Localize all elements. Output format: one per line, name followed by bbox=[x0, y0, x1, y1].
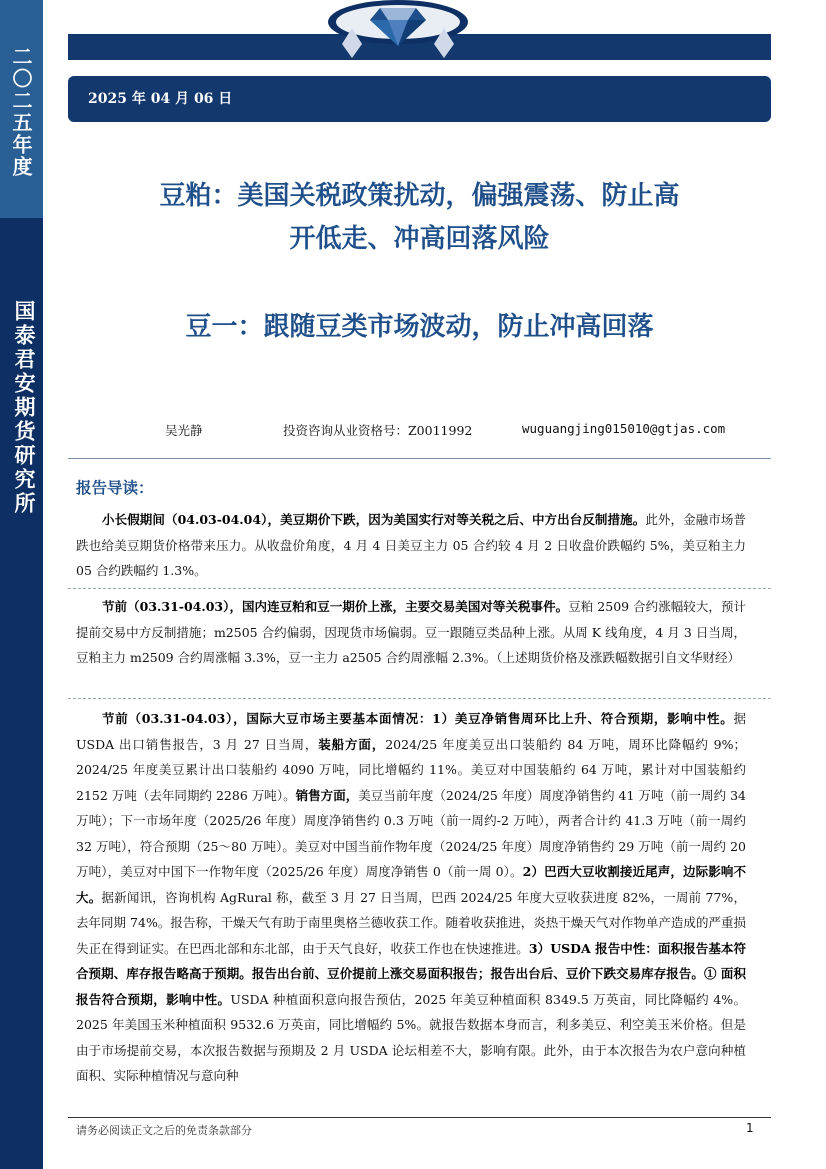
paragraph-emphasis: 装船方面， bbox=[318, 736, 386, 752]
company-logo bbox=[322, 0, 474, 62]
author-email[interactable]: wuguangjing015010@gtjas.com bbox=[522, 421, 726, 436]
report-title-line-1: 豆粕：美国关税政策扰动，偏强震荡、防止高 bbox=[159, 181, 680, 211]
summary-paragraph-3 bbox=[76, 706, 746, 1089]
paragraph-emphasis: 2）巴西大豆收割接近尾声，边际影响不大。 bbox=[76, 864, 746, 905]
paragraph-text: 2024/25 年度美豆出口装船约 84 万吨，周环比降幅约 9%；2024/25 年度美豆累计出口装船约 4090 万吨，同比增幅约 11%。美豆对中国装船约 64 万吨，累计对中国装船约 2152 万吨（去年同期约 2286 万吨）。 bbox=[76, 736, 746, 803]
section-heading: 报告导读： bbox=[76, 478, 154, 497]
paragraph-emphasis: 3）USDA 报告中性：面积报告基本符合预期、库存报告略高于预期。报告出台前、豆价提前上涨交易面积报告；报告出台后、豆价下跌交易库存报告。① 面积报告符合预期，影响中性。 bbox=[76, 940, 746, 1007]
sidebar-org-name: 国泰君安期货研究所 bbox=[12, 300, 37, 516]
report-date: 2025 年 04 月 06 日 bbox=[88, 91, 233, 107]
sidebar-year-block bbox=[0, 0, 43, 218]
paragraph-lead: 小长假期间（04.03-04.04），美豆期价下跌，因为美国实行对等关税之后、中方出台反制措施。 bbox=[102, 512, 646, 527]
paragraph-text: 据新闻讯，咨询机构 AgRural 称，截至 3 月 27 日当周，巴西 2024/25 年度大豆收获进度 82%，一周前 77%，去年同期 74%。报告称，干燥天气有助于南里奥格兰德收获工作。随着收获推进，炎热干燥天气对作物单产造成的严重损失正在得到证实。在巴西北部和东北部，由于天气良好，收获工作也在快速推进。 bbox=[76, 889, 746, 956]
paragraph-lead: 节前（03.31-04.03），国内连豆粕和豆一期价上涨，主要交易美国对等关税事件。 bbox=[102, 599, 569, 614]
paragraph-lead: 节前（03.31-04.03），国际大豆市场主要基本面情况：1）美豆净销售周环比上升、符合预期，影响中性。 bbox=[102, 711, 734, 726]
summary-paragraph-2 bbox=[76, 594, 746, 671]
paragraph-separator bbox=[68, 588, 771, 590]
author-name: 吴光静 bbox=[165, 423, 203, 438]
paragraph-text: 美豆当前年度（2024/25 年度）周度净销售约 41 万吨（前一周约 34 万吨）；下一市场年度（2025/26 年度）周度净销售约 0.3 万吨（前一周约-2 万吨），两者合计约 41.3 万吨（前一周约 32 万吨），符合预期（25～80 万吨）。美豆对中国当前作物年度（2024/25 年度）周度净销售约 29 万吨（前一周约 20 万吨），美豆对中国下一作物年度（2025/26 年度）周度净销售 0（前一周 0）。 bbox=[76, 787, 747, 879]
report-date-bar bbox=[68, 76, 771, 122]
divider bbox=[68, 458, 771, 459]
paragraph-text: 此外，金融市场普跌也给美豆期货价格带来压力。从收盘价角度，4 月 4 日美豆主力 05 合约较 4 月 2 日收盘价跌幅约 5%，美豆粕主力 05 合约跌幅约 1.3%。 bbox=[76, 512, 746, 578]
author-info bbox=[0, 421, 826, 441]
paragraph-text: USDA 种植面积意向报告预估，2025 年美豆种植面积 8349.5 万英亩，同比降幅约 4%。2025 年美国玉米种植面积 9532.6 万英亩，同比增幅约 5%。就报告数据本身而言，利多美豆、利空美玉米价格。但是由于市场提前交易，本次报告数据与预期及 2 月 USDA 论坛相差不大，影响有限。此外，由于本次报告为农户意向种植面积、实际种植情况与意向种 bbox=[76, 991, 746, 1083]
report-subtitle: 豆一：跟随豆类市场波动，防止冲高回落 bbox=[185, 312, 654, 342]
page-number: 1 bbox=[746, 1121, 754, 1135]
report-title-line-2: 开低走、冲高回落风险 bbox=[289, 224, 550, 254]
paragraph-text: 据 USDA 出口销售报告，3 月 27 日当周， bbox=[76, 711, 746, 752]
footer-disclaimer: 请务必阅读正文之后的免责条款部分 bbox=[76, 1124, 252, 1137]
paragraph-emphasis: 销售方面， bbox=[295, 787, 359, 803]
sidebar-year: 二〇二五年度 bbox=[9, 46, 33, 178]
author-certificate: 投资咨询从业资格号：Z0011992 bbox=[283, 423, 473, 438]
footer-divider bbox=[68, 1117, 771, 1118]
paragraph-separator bbox=[68, 698, 771, 700]
paragraph-text: 豆粕 2509 合约涨幅较大，预计提前交易中方反制措施；m2505 合约偏弱，因现货市场偏弱。豆一跟随豆类品种上涨。从周 K 线角度，4 月 3 日当周，豆粕主力 m2509 合约周涨幅 3.3%，豆一主力 a2505 合约周涨幅 2.3%。（上述期货价格及涨跌幅数据引自文华财经） bbox=[76, 599, 746, 665]
sidebar bbox=[0, 0, 43, 1169]
summary-paragraph-1 bbox=[76, 507, 746, 584]
